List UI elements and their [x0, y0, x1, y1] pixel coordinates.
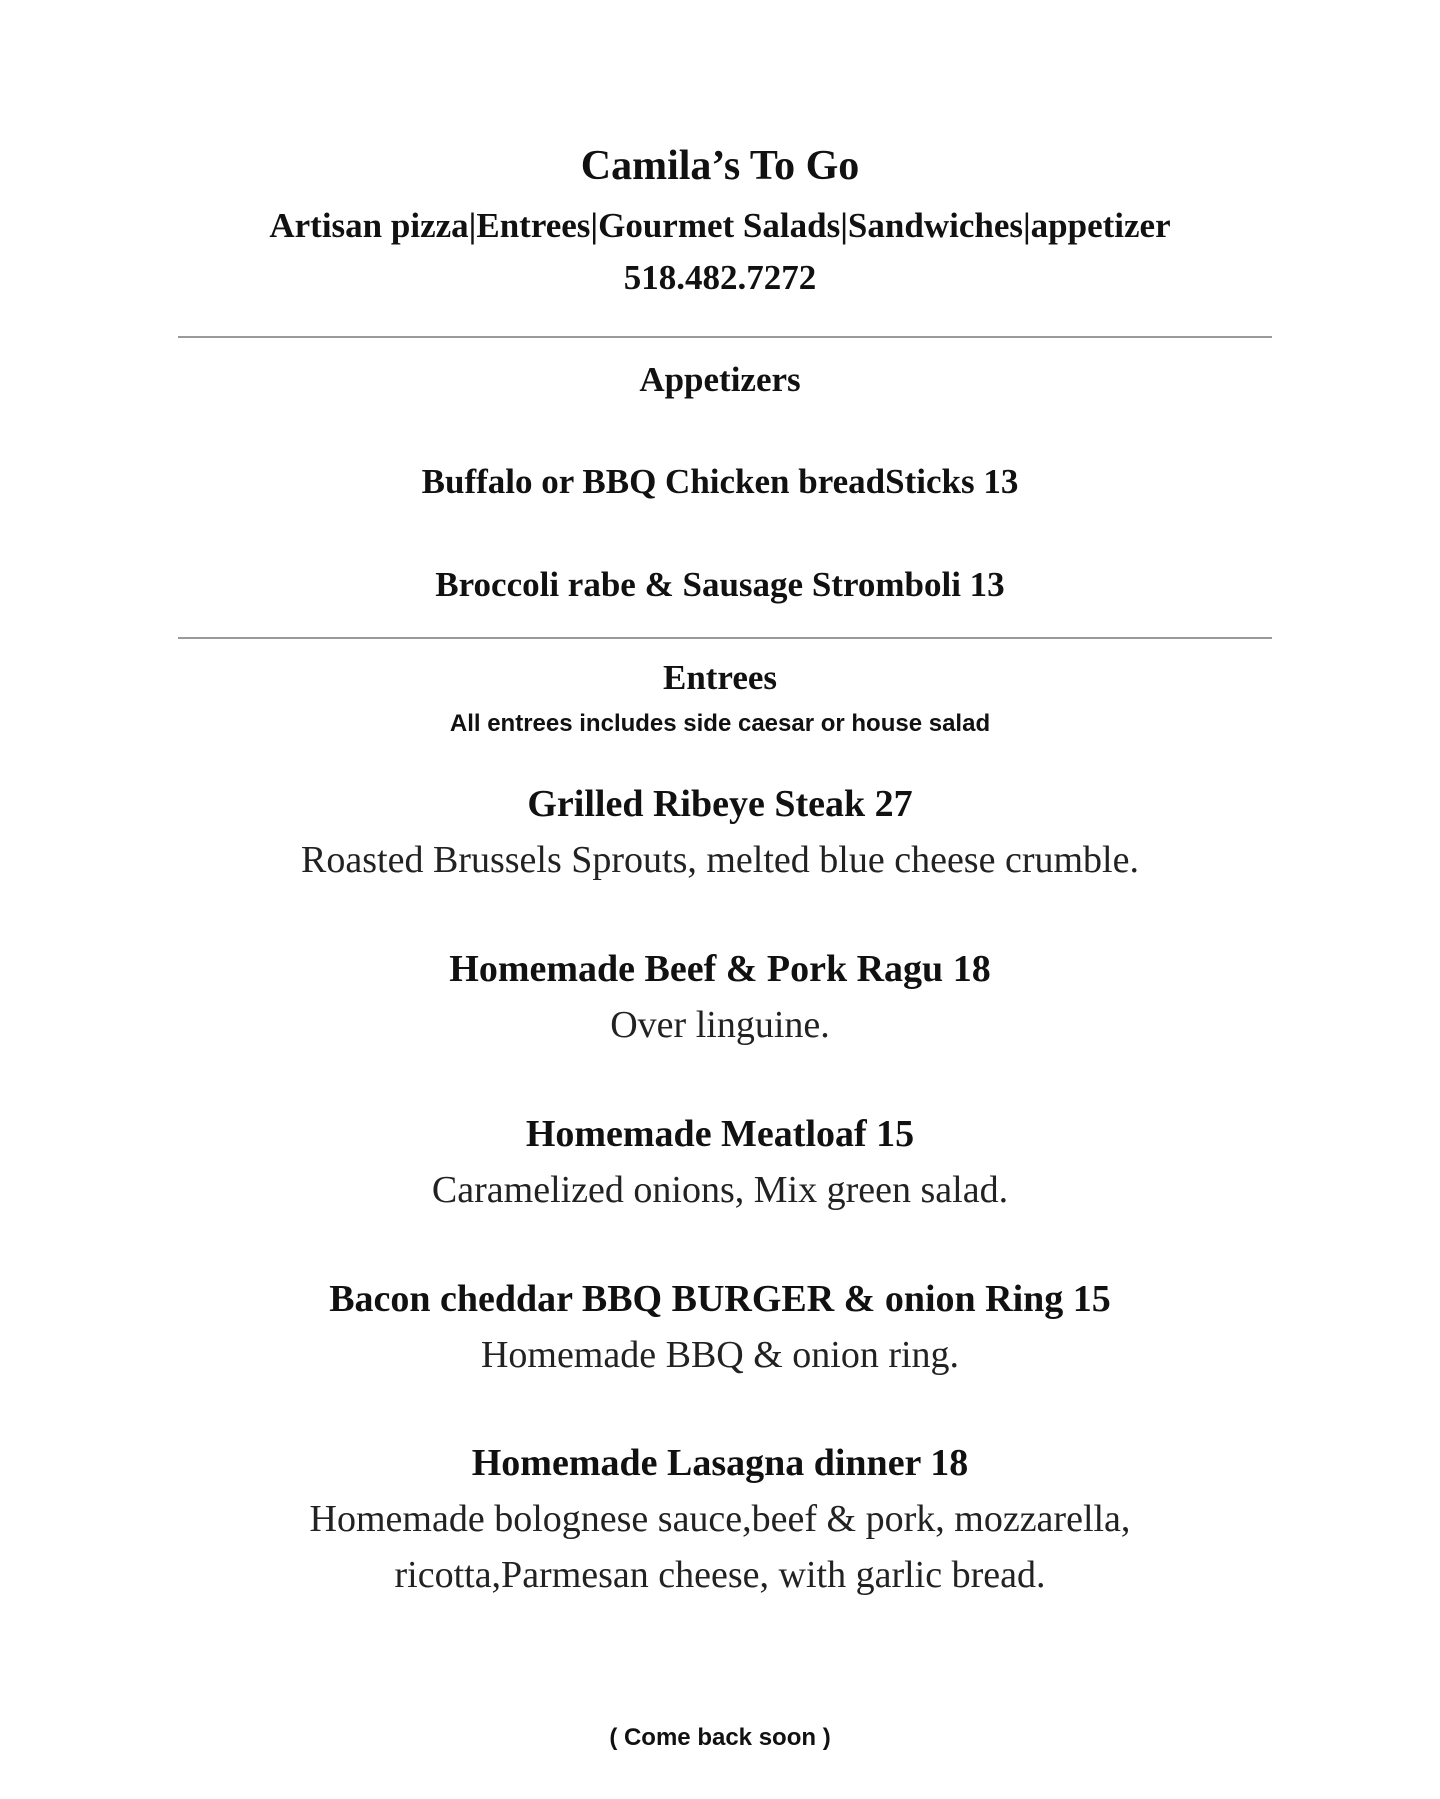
restaurant-title: Camila’s To Go	[580, 143, 860, 189]
section-divider	[178, 336, 1272, 338]
restaurant-tagline: Artisan pizza|Entrees|Gourmet Salads|Sandwiches|appetizer	[269, 206, 1171, 245]
entrees-note: All entrees includes side caesar or house salad	[449, 710, 991, 737]
entree-description: Homemade BBQ & onion ring.	[480, 1334, 960, 1376]
appetizer-item: Broccoli rabe & Sausage Stromboli 13	[435, 565, 1005, 604]
appetizers-heading: Appetizers	[639, 360, 801, 399]
entree-description: Over linguine.	[610, 1004, 830, 1046]
appetizer-item: Buffalo or BBQ Chicken breadSticks 13	[421, 462, 1019, 501]
entree-name: Homemade Lasagna dinner 18	[471, 1442, 969, 1484]
entree-description: Roasted Brussels Sprouts, melted blue cheese crumble.	[301, 839, 1139, 881]
entree-name: Homemade Meatloaf 15	[525, 1113, 915, 1155]
footer-message: ( Come back soon )	[609, 1724, 831, 1751]
entree-name: Grilled Ribeye Steak 27	[527, 783, 913, 825]
entree-name: Homemade Beef & Pork Ragu 18	[449, 948, 991, 990]
entree-description: ricotta,Parmesan cheese, with garlic bread.	[394, 1554, 1046, 1596]
entrees-heading: Entrees	[662, 658, 778, 697]
entree-description: Homemade bolognese sauce,beef & pork, mozzarella,	[309, 1498, 1131, 1540]
section-divider	[178, 637, 1272, 639]
entree-name: Bacon cheddar BBQ BURGER & onion Ring 15	[329, 1278, 1111, 1320]
phone-number: 518.482.7272	[623, 258, 817, 297]
entree-description: Caramelized onions, Mix green salad.	[431, 1169, 1009, 1211]
